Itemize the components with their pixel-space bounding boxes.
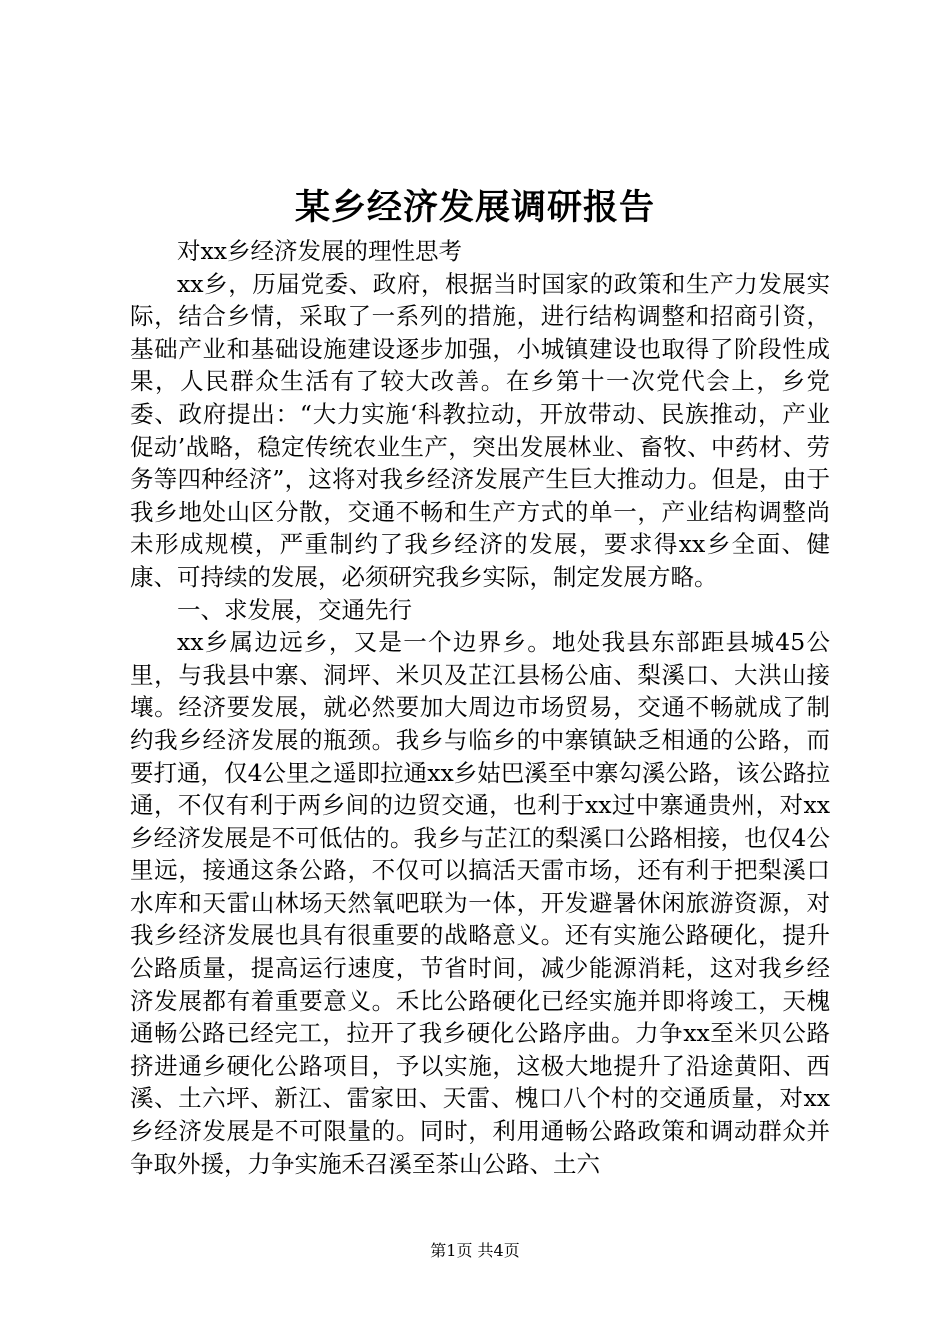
intro-paragraph: xx乡，历届党委、政府，根据当时国家的政策和生产力发展实际，结合乡情，采取了一系列的措施，进行结构调整和招商引资，基础产业和基础设施建设逐步加强，小城镇建设也取得了阶段性成果，人民群众生活有了较大改善。在乡第十一次党代会上，乡党委、政府提出：“大力实施‘科教拉动，开放带动、民族推动，产业促动’战略，稳定传统农业生产，突出发展林业、畜牧、中药材、劳务等四种经济”，这将对我乡经济发展产生巨大推动力。但是，由于我乡地处山区分散，交通不畅和生产方式的单一，产业结构调整尚未形成规模，严重制约了我乡经济的发展，要求得xx乡全面、健康、可持续的发展，必须研究我乡实际，制定发展方略。	[130, 269, 830, 591]
document-body	[130, 235, 830, 1180]
section-heading: 一、求发展，交通先行	[177, 595, 412, 624]
section-paragraph: xx乡属边远乡，又是一个边界乡。地处我县东部距县城45公里，与我县中寨、洞坪、米贝及芷江县杨公庙、梨溪口、大洪山接壤。经济要发展，就必然要加大周边市场贸易，交通不畅就成了制约我乡经济发展的瓶颈。我乡与临乡的中寨镇缺乏相通的公路，而要打通，仅4公里之遥即拉通xx乡姑巴溪至中寨勾溪公路，该公路拉通，不仅有利于两乡间的边贸交通，也利于xx过中寨通贵州，对xx乡经济发展是不可低估的。我乡与芷江的梨溪口公路相接，也仅4公里远，接通这条公路，不仅可以搞活天雷市场，还有利于把梨溪口水库和天雷山林场天然氧吧联为一体，开发避暑休闲旅游资源，对我乡经济发展也具有很重要的战略意义。还有实施公路硬化，提升公路质量，提高运行速度，节省时间，减少能源消耗，这对我乡经济发展都有着重要意义。禾比公路硬化已经实施并即将竣工，天槐通畅公路已经完工，拉开了我乡硬化公路序曲。力争xx至米贝公路挤进通乡硬化公路项目，予以实施，这极大地提升了沿途黄阳、西溪、土六坪、新江、雷家田、天雷、槐口八个村的交通质量，对xx乡经济发展是不可限量的。同时，利用通畅公路政策和调动群众并争取外援，力争实施禾召溪至茶山公路、土六	[130, 628, 830, 1178]
document-title: 某乡经济发展调研报告	[294, 188, 655, 228]
subtitle-paragraph: 对xx乡经济发展的理性思考	[177, 237, 463, 265]
page-footer: 第1页 共4页	[430, 1241, 520, 1260]
